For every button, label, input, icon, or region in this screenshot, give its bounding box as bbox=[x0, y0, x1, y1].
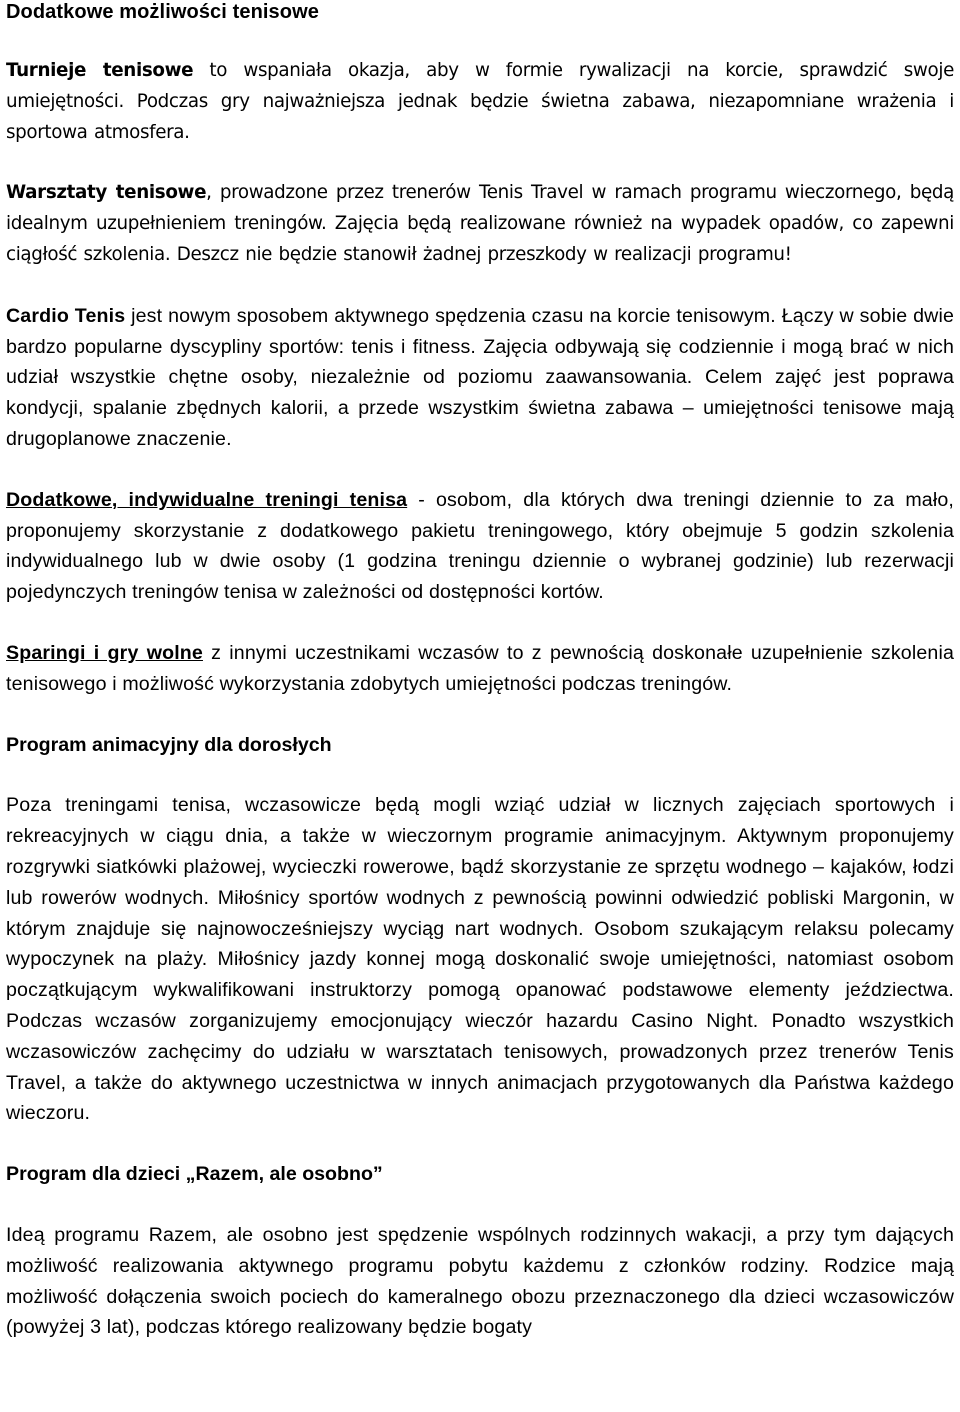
text-sparring: z innymi uczestnikami wczasów to z pewnością doskonałe uzupełnienie szkolenia tenisowego i możliwość wykorzystania zdobytych umiejętności podczas treningów. bbox=[6, 641, 954, 695]
term-sparring: Sparingi i gry wolne bbox=[6, 641, 203, 664]
spacer bbox=[6, 148, 954, 178]
text-cardio-tennis: jest nowym sposobem aktywnego spędzenia czasu na korcie tenisowym. Łączy w sobie dwie bardzo popularne dyscypliny sportów: tenis i fitness. Zajęcia odbywają się codziennie i mogą brać w nich udział wszystkie chętne osoby, niezależnie od poziomu zaawansowania. Celem zajęć jest poprawa kondycji, spalanie zbędnych kalorii, a przede wszystkim świetna zabawa – umiejętności tenisowe mają drugoplanowe znaczenie. bbox=[6, 304, 954, 450]
text-individual-training: - osobom, dla których dwa treningi dziennie to za mało, proponujemy skorzystanie z dodatkowego pakietu treningowego, który obejmuje 5 godzin szkolenia indywidualnego lub w dwie osoby (1 godzina treningu dziennie o wybranej godzinie) lub rezerwacji pojedynczych treningów tenisa w zależności od dostępności kortów. bbox=[6, 488, 954, 604]
heading-adult-program: Program animacyjny dla dorosłych bbox=[6, 733, 332, 756]
spacer bbox=[6, 455, 954, 485]
term-cardio-tennis: Cardio Tenis bbox=[6, 304, 126, 327]
spacer bbox=[6, 700, 954, 730]
heading-kids-program: Program dla dzieci „Razem, ale osobno” bbox=[6, 1163, 383, 1186]
paragraph-cardio-tennis bbox=[6, 301, 954, 455]
document-page bbox=[6, 0, 954, 1343]
text-tournaments: to wspaniała okazja, aby w formie rywalizacji na korcie, sprawdzić swoje umiejętności. Podczas gry najważniejsza jednak będzie świetna zabawa, niezapomniane wrażenia i sportowa atmosfera. bbox=[6, 60, 954, 143]
spacer bbox=[6, 608, 954, 638]
paragraph-individual-training bbox=[6, 485, 954, 608]
spacer bbox=[6, 1129, 954, 1159]
spacer bbox=[6, 1190, 954, 1220]
paragraph-tournaments bbox=[6, 56, 954, 148]
paragraph-sparring bbox=[6, 638, 954, 700]
spacer bbox=[6, 271, 954, 301]
spacer bbox=[6, 24, 954, 56]
term-individual-training: Dodatkowe, indywidualne treningi tenisa bbox=[6, 488, 408, 511]
paragraph-adult-program: Poza treningami tenisa, wczasowicze będą mogli wziąć udział w licznych zajęciach sportowych i rekreacyjnych w ciągu dnia, a także w wieczornym programie animacyjnym. Aktywnym proponujemy rozgrywki siatkówki plażowej, wycieczki rowerowe, bądź skorzystanie ze sprzętu wodnego – kajaków, łodzi lub rowerów wodnych. Miłośnicy sportów wodnych z pewnością powinni odwiedzić pobliski Margonin, w którym znajduje się najnowocześniejszy wyciąg nart wodnych. Osobom szukającym relaksu polecamy wypoczynek na plaży. Miłośnicy jazdy konnej mogą doskonalić swoje umiejętności, natomiast osobom początkującym wykwalifikowani instruktorzy pomogą opanować podstawowe elementy jeździectwa. Podczas wczasów zorganizujemy emocjonujący wieczór hazardu Casino Night. Ponadto wszystkich wczasowiczów zachęcimy do udziału w warsztatach tenisowych, prowadzonych przez trenerów Tenis Travel, a także do aktywnego uczestnictwa w innych animacjach przygotowanych dla Państwa każdego wieczoru. bbox=[6, 794, 954, 1125]
paragraph-workshops bbox=[6, 178, 954, 270]
term-workshops: Warsztaty tenisowe bbox=[6, 182, 207, 204]
document-title: Dodatkowe możliwości tenisowe bbox=[6, 1, 319, 23]
paragraph-kids-program: Ideą programu Razem, ale osobno jest spędzenie wspólnych rodzinnych wakacji, a przy tym dających możliwość realizowania aktywnego programu pobytu każdemu z członków rodziny. Rodzice mają możliwość dołączenia swoich pociech do kameralnego obozu przeznaczonego dla dzieci wczasowiczów (powyżej 3 lat), podczas którego realizowany będzie bogaty bbox=[6, 1223, 954, 1339]
text-workshops: , prowadzone przez trenerów Tenis Travel w ramach programu wieczornego, będą idealnym uzupełnieniem treningów. Zajęcia będą realizowane również na wypadek opadów, co zapewni ciągłość szkolenia. Deszcz nie będzie stanowił żadnej przeszkody w realizacji programu! bbox=[6, 182, 954, 265]
term-tournaments: Turnieje tenisowe bbox=[6, 60, 194, 81]
spacer bbox=[6, 760, 954, 790]
